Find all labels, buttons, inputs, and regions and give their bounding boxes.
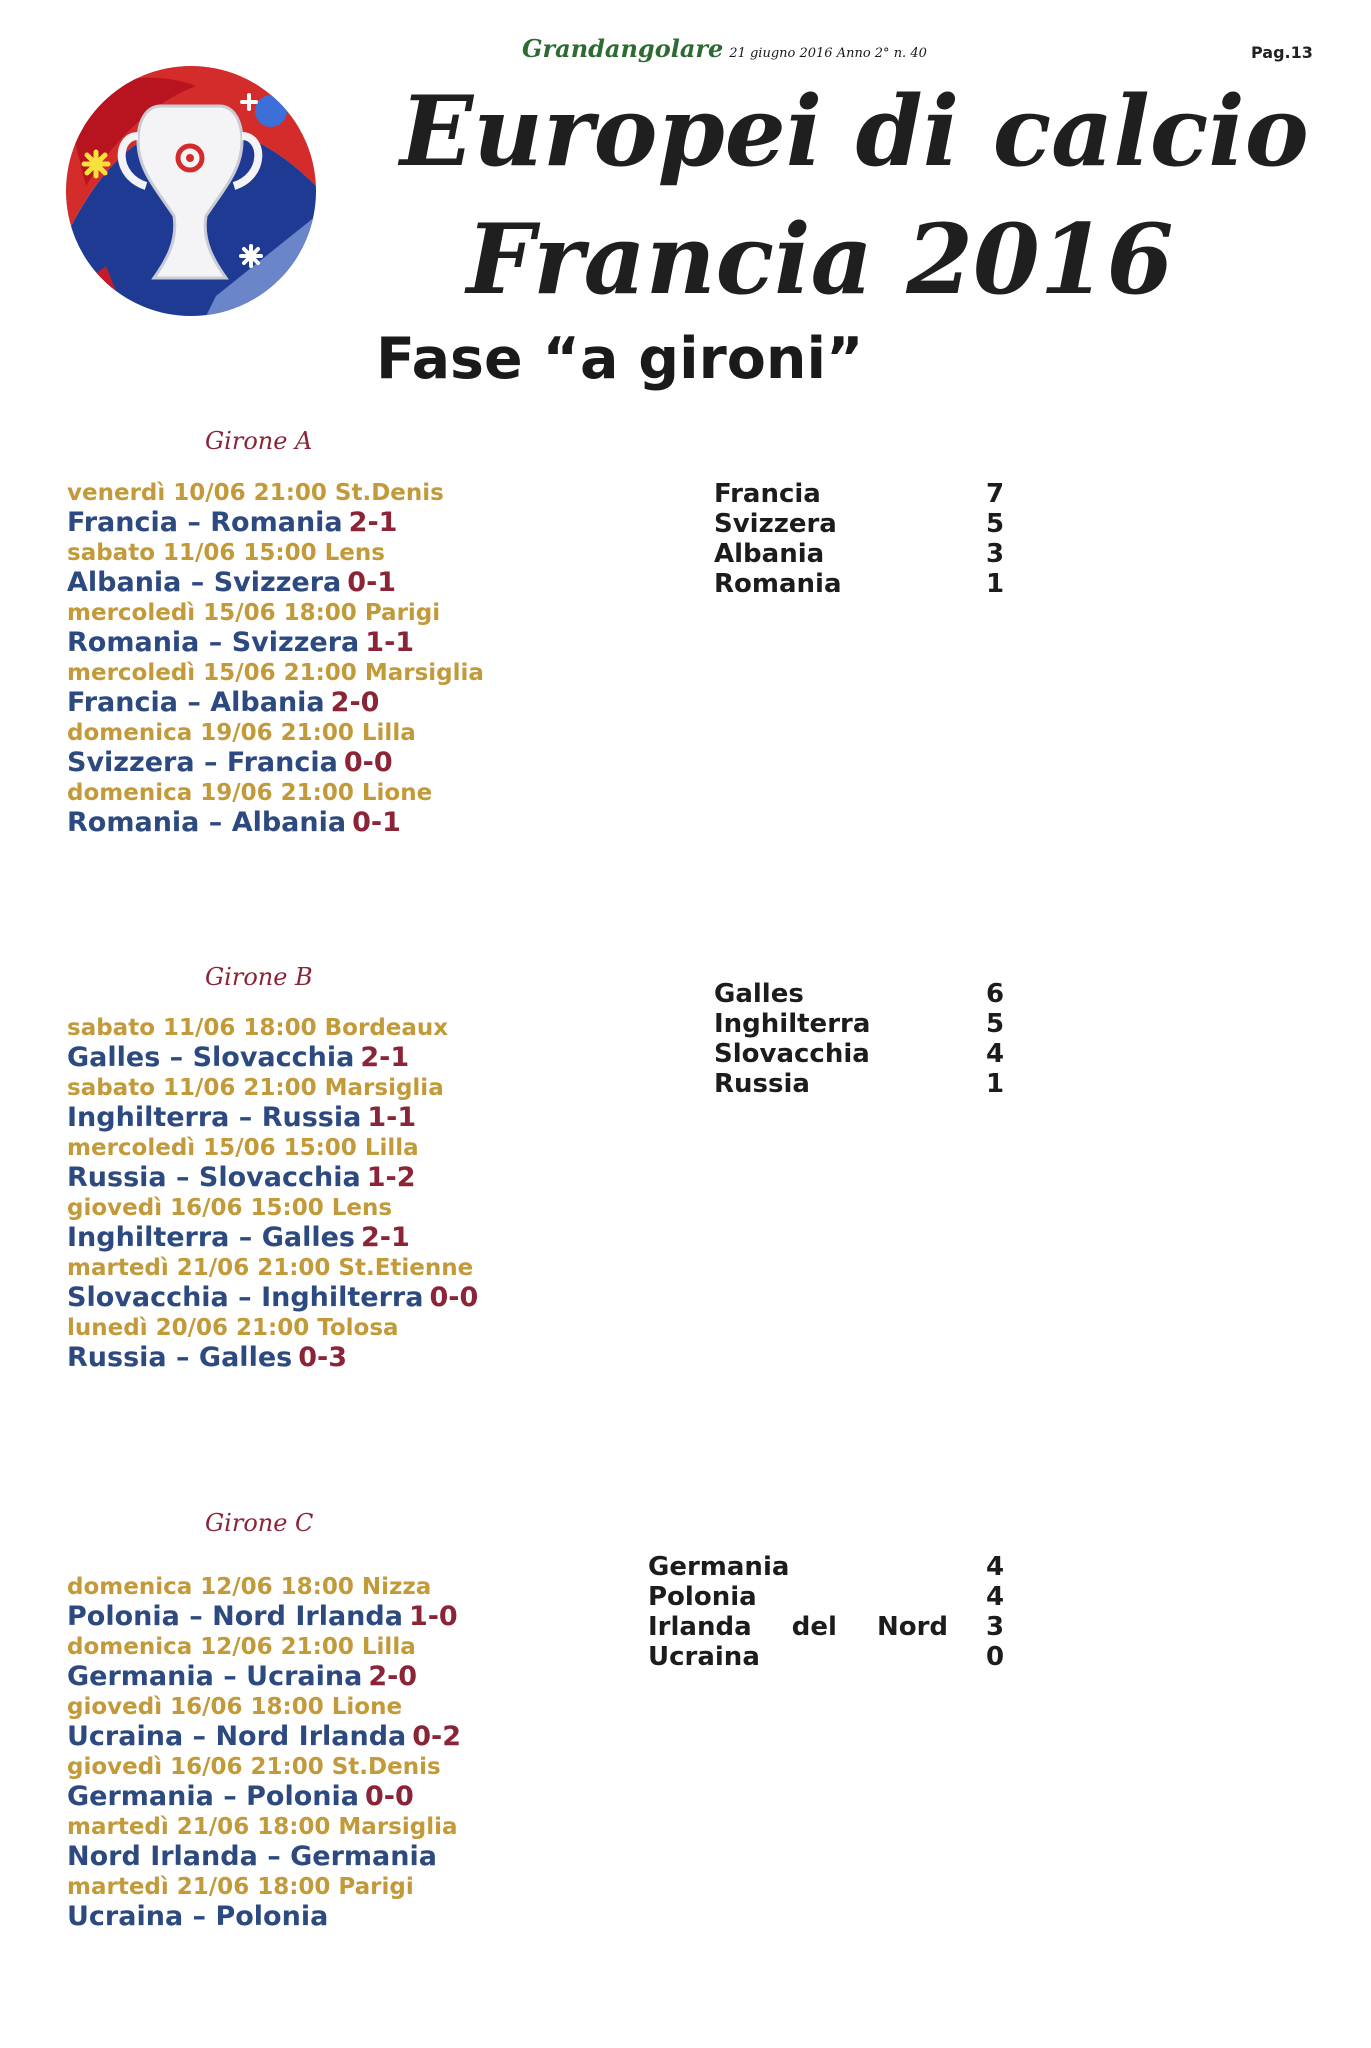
standings-points: 0 <box>986 1642 1005 1672</box>
group-c-matches <box>67 1572 461 1932</box>
match-score: 1-2 <box>366 1162 416 1193</box>
match-info: domenica 12/06 21:00 Lilla <box>67 1634 416 1660</box>
group-b-matches <box>67 1013 478 1373</box>
section-subtitle: Fase “a gironi” <box>376 326 864 392</box>
match-teams: Inghilterra – Russia <box>67 1102 362 1133</box>
match-result <box>67 808 484 838</box>
match-score: 1-1 <box>367 1102 417 1133</box>
publication-name: Grandangolare <box>522 34 724 63</box>
standings-points: 6 <box>986 979 1005 1009</box>
standings-team: Francia <box>714 479 821 509</box>
match-score: 1-0 <box>408 1601 458 1632</box>
match-teams: Inghilterra – Galles <box>67 1222 355 1253</box>
group-c-title: Girone C <box>205 1509 314 1537</box>
group-b-title: Girone B <box>205 963 313 991</box>
euro-2016-logo-icon <box>66 66 316 316</box>
match-teams: Russia – Galles <box>67 1342 293 1373</box>
match-score: 2-1 <box>348 507 398 538</box>
match-teams: Polonia – Nord Irlanda <box>67 1601 403 1632</box>
standings-team: Romania <box>714 569 842 599</box>
standings-row <box>714 979 1005 1009</box>
standings-points: 1 <box>986 1069 1005 1099</box>
standings-points: 5 <box>986 1009 1005 1039</box>
match-result <box>67 1722 461 1752</box>
match-result <box>67 1223 478 1253</box>
match-result <box>67 1902 461 1932</box>
group-a-matches <box>67 478 484 838</box>
match-result <box>67 1163 478 1193</box>
match-result <box>67 1043 478 1073</box>
match-info: venerdì 10/06 21:00 St.Denis <box>67 480 444 506</box>
match-info: sabato 11/06 21:00 Marsiglia <box>67 1075 444 1101</box>
match-score: 2-0 <box>330 687 380 718</box>
main-title-line-1: Europei di calcio <box>400 75 1309 188</box>
masthead <box>522 34 927 63</box>
match-info: domenica 19/06 21:00 Lione <box>67 780 433 806</box>
match-result <box>67 1842 461 1872</box>
group-a-standings <box>714 479 1005 599</box>
match-teams: Francia – Albania <box>67 687 325 718</box>
match-info: martedì 21/06 18:00 Parigi <box>67 1874 414 1900</box>
match-info: giovedì 16/06 15:00 Lens <box>67 1195 393 1221</box>
match-score: 0-0 <box>343 747 393 778</box>
standings-team: Slovacchia <box>714 1039 870 1069</box>
match-teams: Romania – Svizzera <box>67 627 360 658</box>
match-result <box>67 1343 478 1373</box>
standings-team: Svizzera <box>714 509 837 539</box>
standings-team: Polonia <box>648 1582 757 1612</box>
match-result <box>67 508 484 538</box>
standings-row <box>714 509 1005 539</box>
standings-row <box>714 1039 1005 1069</box>
standings-row <box>714 479 1005 509</box>
standings-team: Inghilterra <box>714 1009 871 1039</box>
match-result <box>67 1782 461 1812</box>
group-b-standings <box>714 979 1005 1099</box>
match-teams: Albania – Svizzera <box>67 567 342 598</box>
standings-team: Irlanda del Nord <box>648 1612 948 1642</box>
match-score: 2-1 <box>360 1042 410 1073</box>
match-info: mercoledì 15/06 21:00 Marsiglia <box>67 660 484 686</box>
standings-row <box>648 1642 1005 1672</box>
issue-info: 21 giugno 2016 Anno 2° n. 40 <box>729 46 927 61</box>
match-result <box>67 568 484 598</box>
standings-points: 3 <box>986 539 1005 569</box>
match-info: lunedì 20/06 21:00 Tolosa <box>67 1315 399 1341</box>
match-result <box>67 1602 461 1632</box>
match-info: sabato 11/06 15:00 Lens <box>67 540 385 566</box>
group-a-title: Girone A <box>205 427 313 455</box>
match-score: 2-1 <box>360 1222 410 1253</box>
standings-row <box>714 539 1005 569</box>
main-title-line-2: Francia 2016 <box>466 203 1174 316</box>
group-c-standings <box>648 1552 1005 1672</box>
match-teams: Galles – Slovacchia <box>67 1042 355 1073</box>
page-number: Pag.13 <box>1251 43 1313 62</box>
match-teams: Russia – Slovacchia <box>67 1162 361 1193</box>
standings-team: Galles <box>714 979 804 1009</box>
standings-points: 3 <box>986 1612 1005 1642</box>
match-teams: Germania – Polonia <box>67 1781 359 1812</box>
match-score: 0-0 <box>364 1781 414 1812</box>
match-score: 1-1 <box>365 627 415 658</box>
match-score: 0-1 <box>352 807 401 838</box>
match-result <box>67 1662 461 1692</box>
standings-row <box>714 1069 1005 1099</box>
match-info: mercoledì 15/06 18:00 Parigi <box>67 600 441 626</box>
match-info: giovedì 16/06 21:00 St.Denis <box>67 1754 441 1780</box>
match-info: sabato 11/06 18:00 Bordeaux <box>67 1015 449 1041</box>
standings-points: 4 <box>986 1582 1005 1612</box>
match-result <box>67 688 484 718</box>
match-result <box>67 748 484 778</box>
standings-row <box>714 569 1005 599</box>
match-score: 0-2 <box>412 1721 462 1752</box>
match-score: 0-1 <box>347 567 397 598</box>
match-teams: Ucraina – Nord Irlanda <box>67 1721 407 1752</box>
standings-team: Ucraina <box>648 1642 760 1672</box>
match-score: 0-3 <box>298 1342 347 1373</box>
standings-points: 4 <box>986 1039 1005 1069</box>
match-teams: Svizzera – Francia <box>67 747 338 778</box>
match-result <box>67 1283 478 1313</box>
standings-team: Albania <box>714 539 825 569</box>
standings-row <box>648 1612 1005 1642</box>
standings-points: 5 <box>986 509 1005 539</box>
match-teams: Romania – Albania <box>67 807 347 838</box>
match-info: giovedì 16/06 18:00 Lione <box>67 1694 403 1720</box>
match-teams: Germania – Ucraina <box>67 1661 363 1692</box>
match-result <box>67 1103 478 1133</box>
standings-row <box>648 1582 1005 1612</box>
match-teams: Francia – Romania <box>67 507 343 538</box>
match-result <box>67 628 484 658</box>
match-teams: Nord Irlanda – Germania <box>67 1841 437 1872</box>
standings-row <box>648 1552 1005 1582</box>
match-score: 2-0 <box>368 1661 418 1692</box>
standings-points: 4 <box>986 1552 1005 1582</box>
standings-team: Germania <box>648 1552 790 1582</box>
match-info: domenica 12/06 18:00 Nizza <box>67 1574 432 1600</box>
standings-points: 7 <box>986 479 1005 509</box>
standings-points: 1 <box>986 569 1005 599</box>
match-info: mercoledì 15/06 15:00 Lilla <box>67 1135 419 1161</box>
match-info: martedì 21/06 21:00 St.Etienne <box>67 1255 474 1281</box>
match-info: martedì 21/06 18:00 Marsiglia <box>67 1814 458 1840</box>
match-score: 0-0 <box>429 1282 479 1313</box>
match-teams: Ucraina – Polonia <box>67 1901 329 1932</box>
standings-team: Russia <box>714 1069 810 1099</box>
match-teams: Slovacchia – Inghilterra <box>67 1282 424 1313</box>
match-info: domenica 19/06 21:00 Lilla <box>67 720 416 746</box>
standings-row <box>714 1009 1005 1039</box>
